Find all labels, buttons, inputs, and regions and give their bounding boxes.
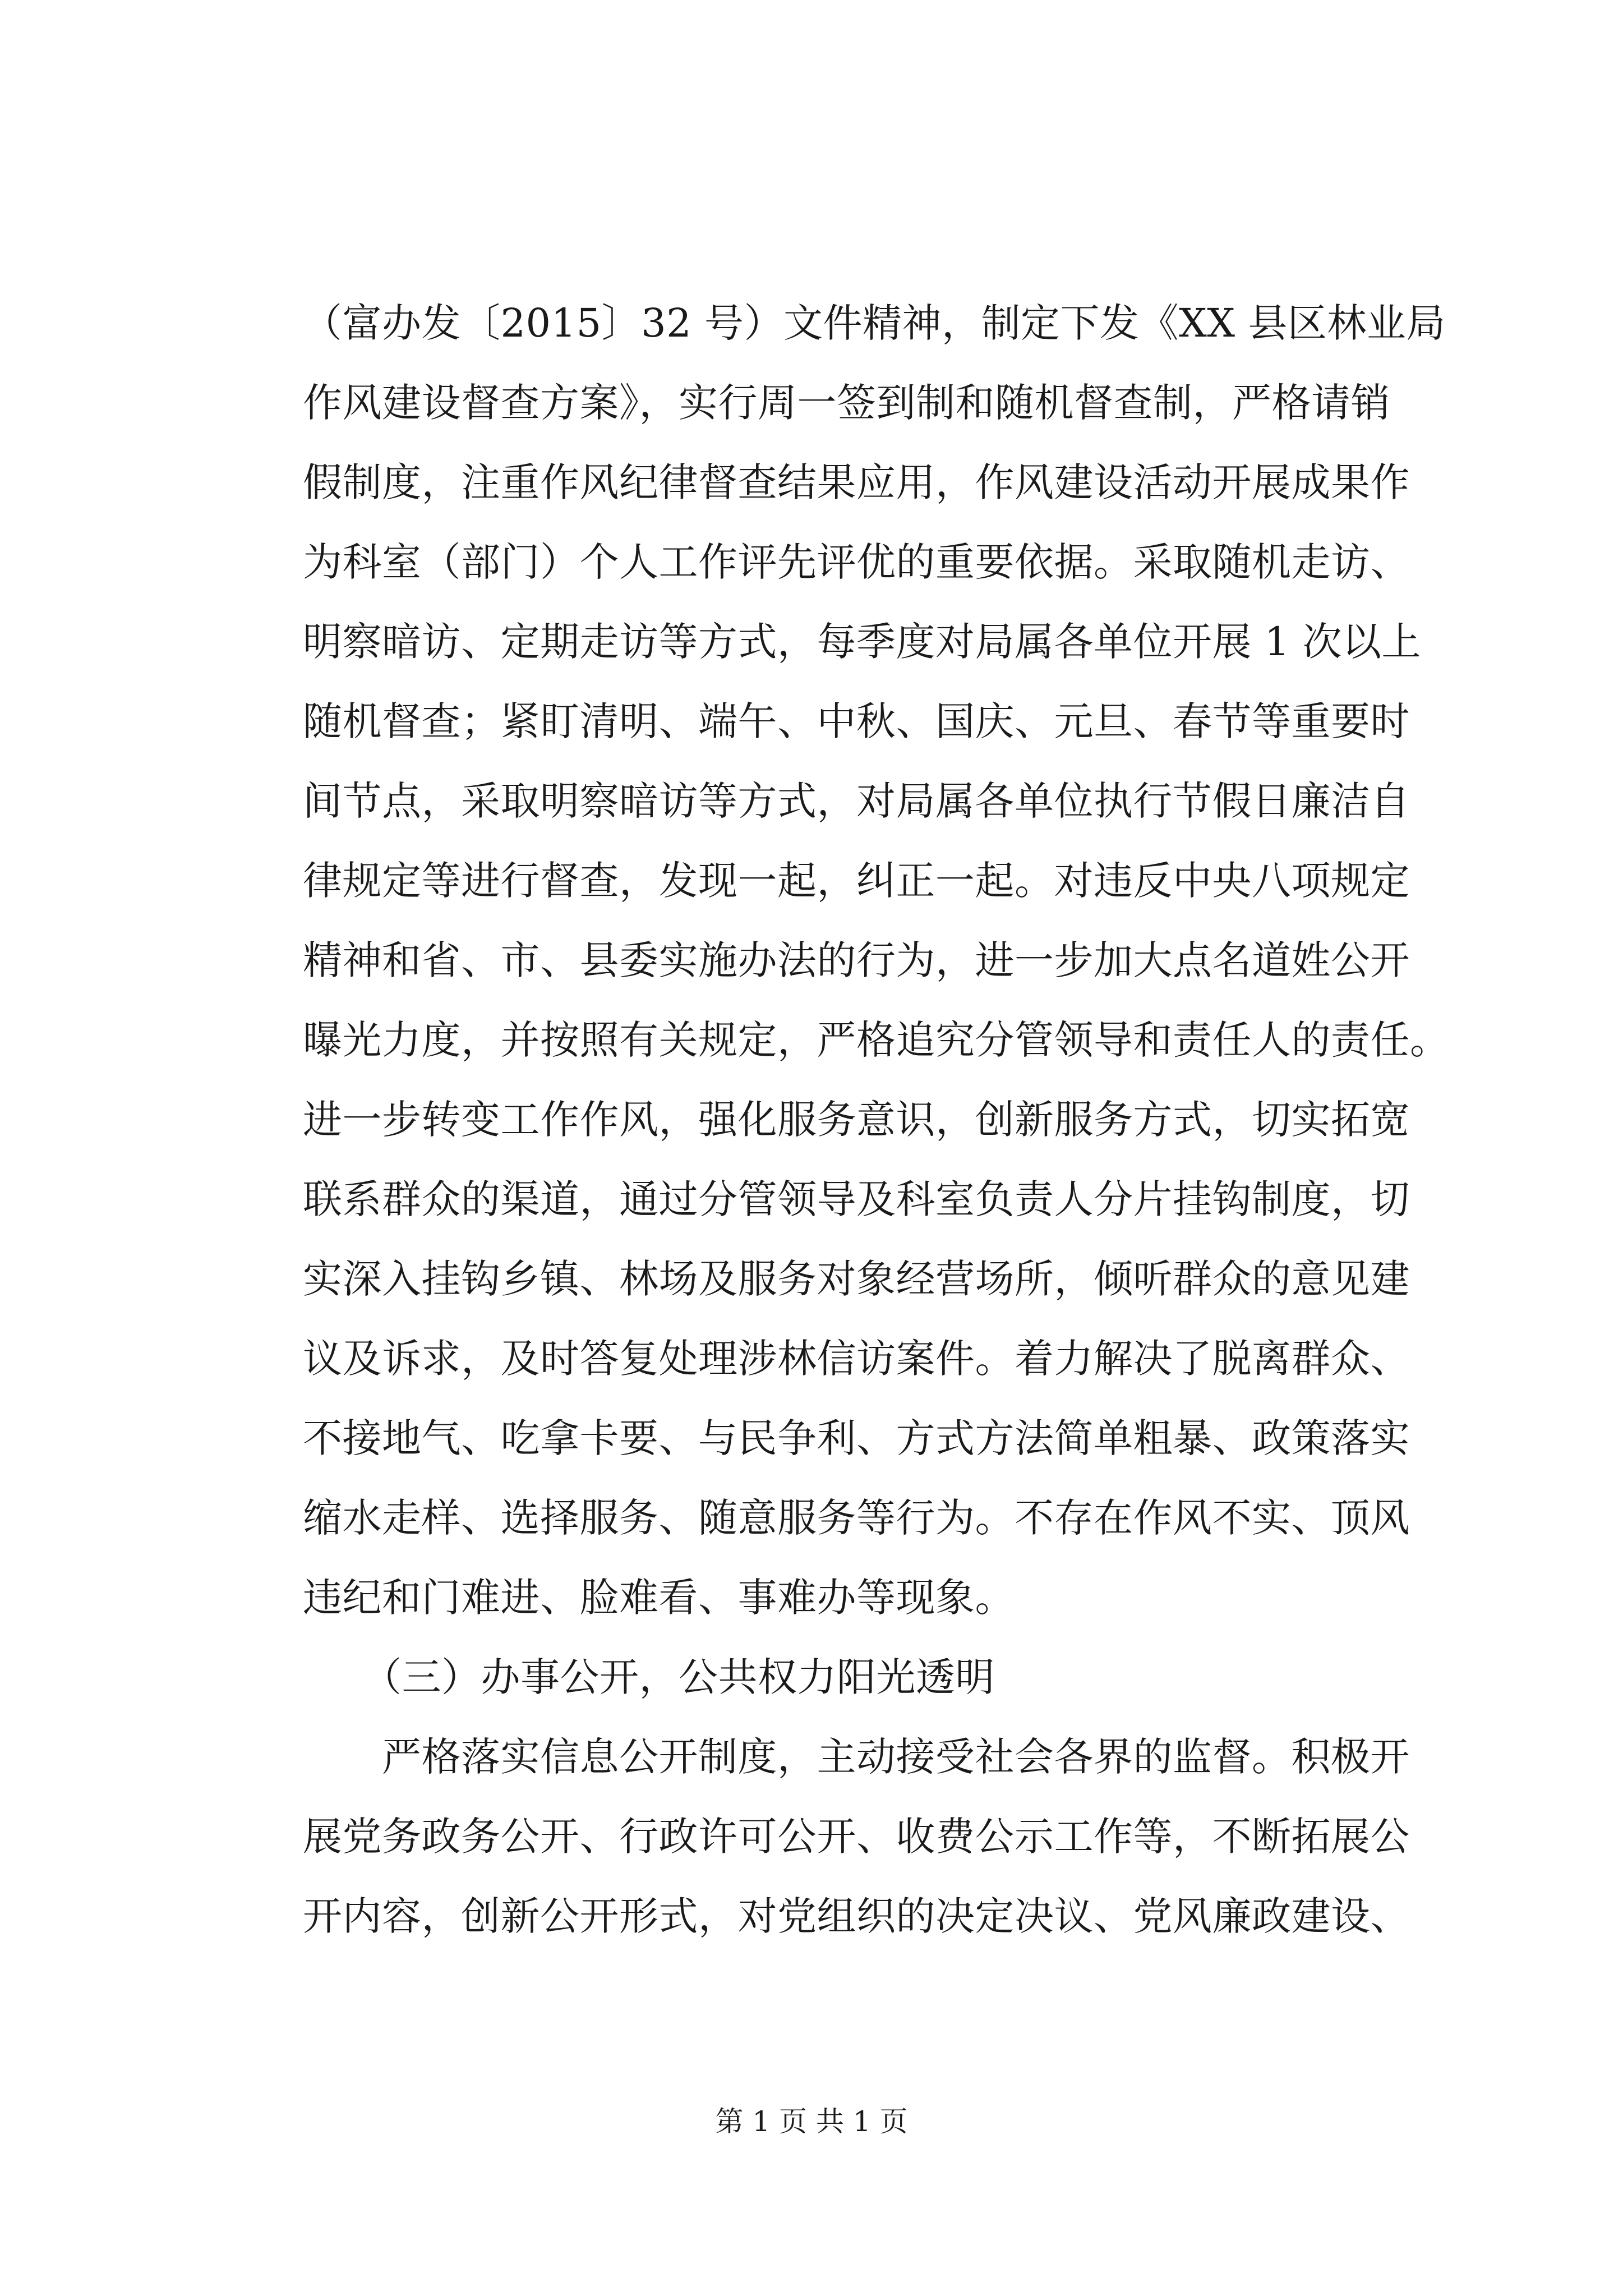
text-line: 间节点，采取明察暗访等方式，对局属各单位执行节假日廉洁自 [303, 778, 1410, 824]
text-line: 随机督查；紧盯清明、端午、中秋、国庆、元旦、春节等重要时 [303, 698, 1410, 744]
text-line: 进一步转变工作作风，强化服务意识，创新服务方式，切实拓宽 [303, 1097, 1410, 1143]
text-line: 缩水走样、选择服务、随意服务等行为。不存在作风不实、顶风 [303, 1495, 1410, 1541]
body-text [303, 283, 1450, 1956]
text-line: 律规定等进行督查，发现一起，纠正一起。对违反中央八项规定 [303, 858, 1410, 904]
page-number-label: 第 1 页 共 1 页 [715, 2105, 908, 2138]
text-line: 作风建设督查方案》，实行周一签到制和随机督查制，严格请销 [303, 380, 1390, 426]
text-line: 议及诉求，及时答复处理涉林信访案件。着力解决了脱离群众、 [303, 1336, 1410, 1382]
text-line: 展党务政务公开、行政许可公开、收费公示工作等，不断拓展公 [303, 1814, 1410, 1860]
section-heading: （三）办事公开，公共权力阳光透明 [303, 1654, 995, 1700]
page-footer [0, 2105, 1623, 2138]
text-line: 严格落实信息公开制度，主动接受社会各界的监督。积极开 [303, 1734, 1410, 1780]
text-line: 明察暗访、定期走访等方式，每季度对局属各单位开展 1 次以上 [303, 619, 1422, 665]
text-line: 实深入挂钩乡镇、林场及服务对象经营场所，倾听群众的意见建 [303, 1256, 1410, 1302]
text-line: 为科室（部门）个人工作评先评优的重要依据。采取随机走访、 [303, 539, 1410, 585]
text-line: 假制度，注重作风纪律督查结果应用，作风建设活动开展成果作 [303, 459, 1410, 505]
text-line: 违纪和门难进、脸难看、事难办等现象。 [303, 1575, 1015, 1621]
text-line: 不接地气、吃拿卡要、与民争利、方式方法简单粗暴、政策落实 [303, 1415, 1410, 1461]
text-line: 曝光力度，并按照有关规定，严格追究分管领导和责任人的责任。 [303, 1017, 1450, 1063]
text-line: （富办发〔2015〕32 号）文件精神，制定下发《XX 县区林业局 [303, 300, 1446, 346]
text-line: 联系群众的渠道，通过分管领导及科室负责人分片挂钩制度，切 [303, 1176, 1410, 1222]
text-line: 精神和省、市、县委实施办法的行为，进一步加大点名道姓公开 [303, 937, 1410, 983]
text-line: 开内容，创新公开形式，对党组织的决定决议、党风廉政建设、 [303, 1893, 1410, 1939]
